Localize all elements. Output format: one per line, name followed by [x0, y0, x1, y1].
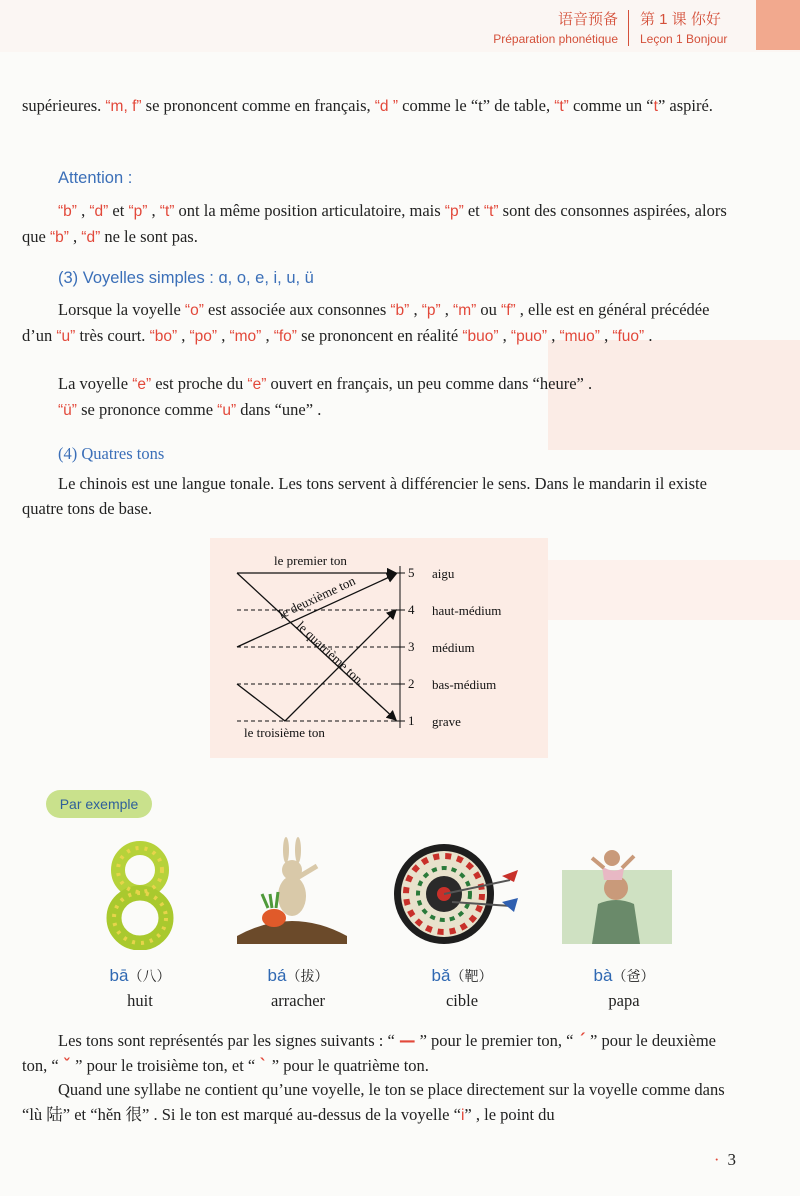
text: ,	[68, 227, 82, 246]
text: et	[108, 201, 129, 220]
level-3-name: médium	[432, 640, 475, 655]
red-term: “u”	[56, 328, 76, 345]
pinyin: bǎ	[431, 966, 451, 985]
red-term: t	[653, 98, 658, 115]
text: comme un “	[568, 96, 654, 115]
text: ,	[498, 326, 511, 345]
red-term: “mo”	[229, 328, 262, 345]
text: sont des consonnes aspirées, alors que	[22, 201, 727, 246]
text: se prononce comme	[76, 400, 218, 419]
hanzi: （拔）	[286, 969, 329, 985]
red-term: “d”	[81, 229, 101, 246]
text: .	[644, 326, 653, 345]
red-term: “u”	[217, 402, 237, 419]
red-term: “m, f”	[105, 98, 142, 115]
french-meaning: huit	[127, 991, 153, 1010]
text: très court.	[75, 326, 150, 345]
text: ne le sont pas.	[100, 227, 198, 246]
rabbit-picture	[232, 836, 352, 946]
level-5-number: 5	[408, 565, 415, 580]
section4-paragraph: Le chinois est une langue tonale. Les tons servent à différencier le sens. Dans le mandarin il existe quatre tons de base.	[22, 474, 707, 518]
text: ” pour le troisième ton, et “	[71, 1056, 260, 1075]
example-pinyin	[80, 966, 200, 986]
showthrough-block-2	[548, 560, 800, 620]
third-tone-mark: ˇ	[62, 1056, 72, 1075]
red-term: “t”	[554, 98, 569, 115]
second-tone-mark: ˊ	[577, 1031, 586, 1050]
page-dot-icon: ·	[713, 1150, 720, 1169]
text: comme le “t” de table,	[398, 96, 555, 115]
section3-paragraph-1	[22, 297, 740, 349]
text: La voyelle	[58, 374, 133, 393]
text: se prononcent comme en français,	[141, 96, 375, 115]
text: ” pour le quatrième ton.	[267, 1056, 429, 1075]
text: supérieures.	[22, 96, 106, 115]
red-term: “e”	[247, 376, 267, 393]
text: ouvert en français, un peu comme dans “heure” .	[266, 374, 593, 393]
section3-heading: (3) Voyelles simples : ɑ, o, e, i, u, ü	[58, 269, 314, 287]
example-ba4	[564, 966, 684, 1011]
example-pinyin	[564, 966, 684, 986]
red-term: “b”	[390, 302, 410, 319]
text: ,	[440, 300, 454, 319]
text: ” pour le premier ton, “	[415, 1031, 578, 1050]
section3-paragraph-2	[22, 371, 740, 397]
third-tone-label: le troisième ton	[244, 725, 325, 740]
text: ,	[409, 300, 422, 319]
red-term: “fuo”	[612, 328, 645, 345]
tone-signs-paragraph	[22, 1028, 740, 1078]
hanzi: （靶）	[450, 969, 493, 985]
attention-heading: Attention :	[58, 169, 133, 187]
third-tone-line	[237, 610, 396, 721]
dartboard-picture	[392, 842, 522, 944]
example-pinyin	[238, 966, 358, 986]
level-1-name: grave	[432, 714, 461, 729]
header-section	[493, 8, 618, 46]
header-section-cn: 语音预备	[557, 11, 618, 28]
red-term: “e”	[132, 376, 152, 393]
red-term: “p”	[421, 302, 441, 319]
text: est associée aux consonnes	[203, 300, 391, 319]
pinyin: bà	[593, 966, 613, 985]
pinyin: bā	[109, 966, 129, 985]
number-eight-picture	[100, 840, 180, 950]
text: , elle est en général précédée d’un	[22, 300, 710, 345]
second-tone-label: le deuxième ton	[276, 572, 358, 622]
example-ba3	[402, 966, 522, 1011]
red-term: “b”	[49, 229, 69, 246]
page-number	[714, 1150, 736, 1170]
tone-diagram	[210, 538, 548, 758]
red-term: “p”	[444, 203, 464, 220]
text: ,	[547, 326, 560, 345]
level-1-number: 1	[408, 713, 415, 728]
header-lesson-fr: Leçon 1 Bonjour	[640, 32, 728, 46]
section3-paragraph-3	[22, 397, 740, 423]
french-meaning: cible	[445, 991, 479, 1010]
paragraph-consonants	[22, 93, 740, 119]
red-term: “fo”	[273, 328, 297, 345]
level-2-name: bas-médium	[432, 677, 497, 692]
level-5-name: aigu	[432, 566, 455, 581]
level-4-name: haut-médium	[432, 603, 502, 618]
tone-placement-paragraph	[22, 1077, 740, 1128]
text: Lorsque la voyelle	[58, 300, 185, 319]
header-lesson-cn: 第 1 课 你好	[640, 11, 721, 28]
page-number-value: 3	[727, 1150, 736, 1169]
pinyin: bá	[267, 966, 287, 985]
red-term: “o”	[184, 302, 204, 319]
text: ,	[599, 326, 613, 345]
text: et	[463, 201, 484, 220]
example-pinyin	[402, 966, 522, 986]
header-divider	[628, 10, 629, 46]
header-tab	[756, 0, 800, 50]
red-term: “muo”	[559, 328, 600, 345]
red-term: “puo”	[510, 328, 548, 345]
text: ,	[177, 326, 190, 345]
red-term: “bo”	[149, 328, 178, 345]
text: dans “une” .	[236, 400, 322, 419]
text: ” pour le deuxième ton, “	[22, 1031, 717, 1075]
hanzi: （八）	[128, 969, 171, 985]
header-lesson	[640, 8, 727, 46]
section4-heading: (4) Quatres tons	[58, 444, 165, 463]
red-term: “po”	[189, 328, 218, 345]
text: ont la même position articulatoire, mais	[174, 201, 445, 220]
french-meaning: papa	[608, 991, 640, 1010]
text: est proche du	[151, 374, 248, 393]
red-term: “t”	[159, 203, 175, 220]
text: Quand une syllabe ne contient qu’une voyelle, le ton se place directement sur la voyelle comme dans “lù 陆” et “hěn 很” . Si le ton est marqué au-dessus de la voyelle “	[22, 1080, 725, 1124]
red-term: “b”	[58, 203, 77, 220]
red-term: “d”	[89, 203, 109, 220]
red-term: “p”	[128, 203, 148, 220]
text: se prononcent en réalité	[296, 326, 463, 345]
level-2-number: 2	[408, 676, 415, 691]
red-term: i	[460, 1107, 465, 1124]
text: ,	[76, 201, 90, 220]
example-pill: Par exemple	[46, 790, 152, 818]
level-3-number: 3	[408, 639, 415, 654]
header-section-fr: Préparation phonétique	[493, 32, 618, 46]
text: ou	[476, 300, 502, 319]
text: ,	[261, 326, 274, 345]
text: ,	[217, 326, 230, 345]
hanzi: （爸）	[612, 969, 655, 985]
red-term: “t”	[483, 203, 499, 220]
example-ba2	[238, 966, 358, 1011]
red-term: “ü”	[58, 402, 77, 419]
text: ” aspiré.	[657, 96, 713, 115]
first-tone-mark: —	[398, 1031, 416, 1050]
red-term: “m”	[453, 302, 477, 319]
father-child-picture	[562, 840, 672, 944]
first-tone-label: le premier ton	[274, 553, 347, 568]
red-term: “d ”	[374, 98, 398, 115]
fourth-tone-mark: ˋ	[259, 1056, 268, 1075]
red-term: “f”	[501, 302, 516, 319]
red-term: “buo”	[462, 328, 499, 345]
french-meaning: arracher	[270, 991, 326, 1010]
example-ba1	[80, 966, 200, 1011]
text: ” , le point du	[464, 1105, 555, 1124]
level-4-number: 4	[408, 602, 415, 617]
text: Les tons sont représentés par les signes suivants : “	[58, 1031, 399, 1050]
text: ,	[147, 201, 160, 220]
fourth-tone-label: le quatrième ton	[293, 618, 366, 687]
attention-paragraph	[22, 198, 740, 250]
